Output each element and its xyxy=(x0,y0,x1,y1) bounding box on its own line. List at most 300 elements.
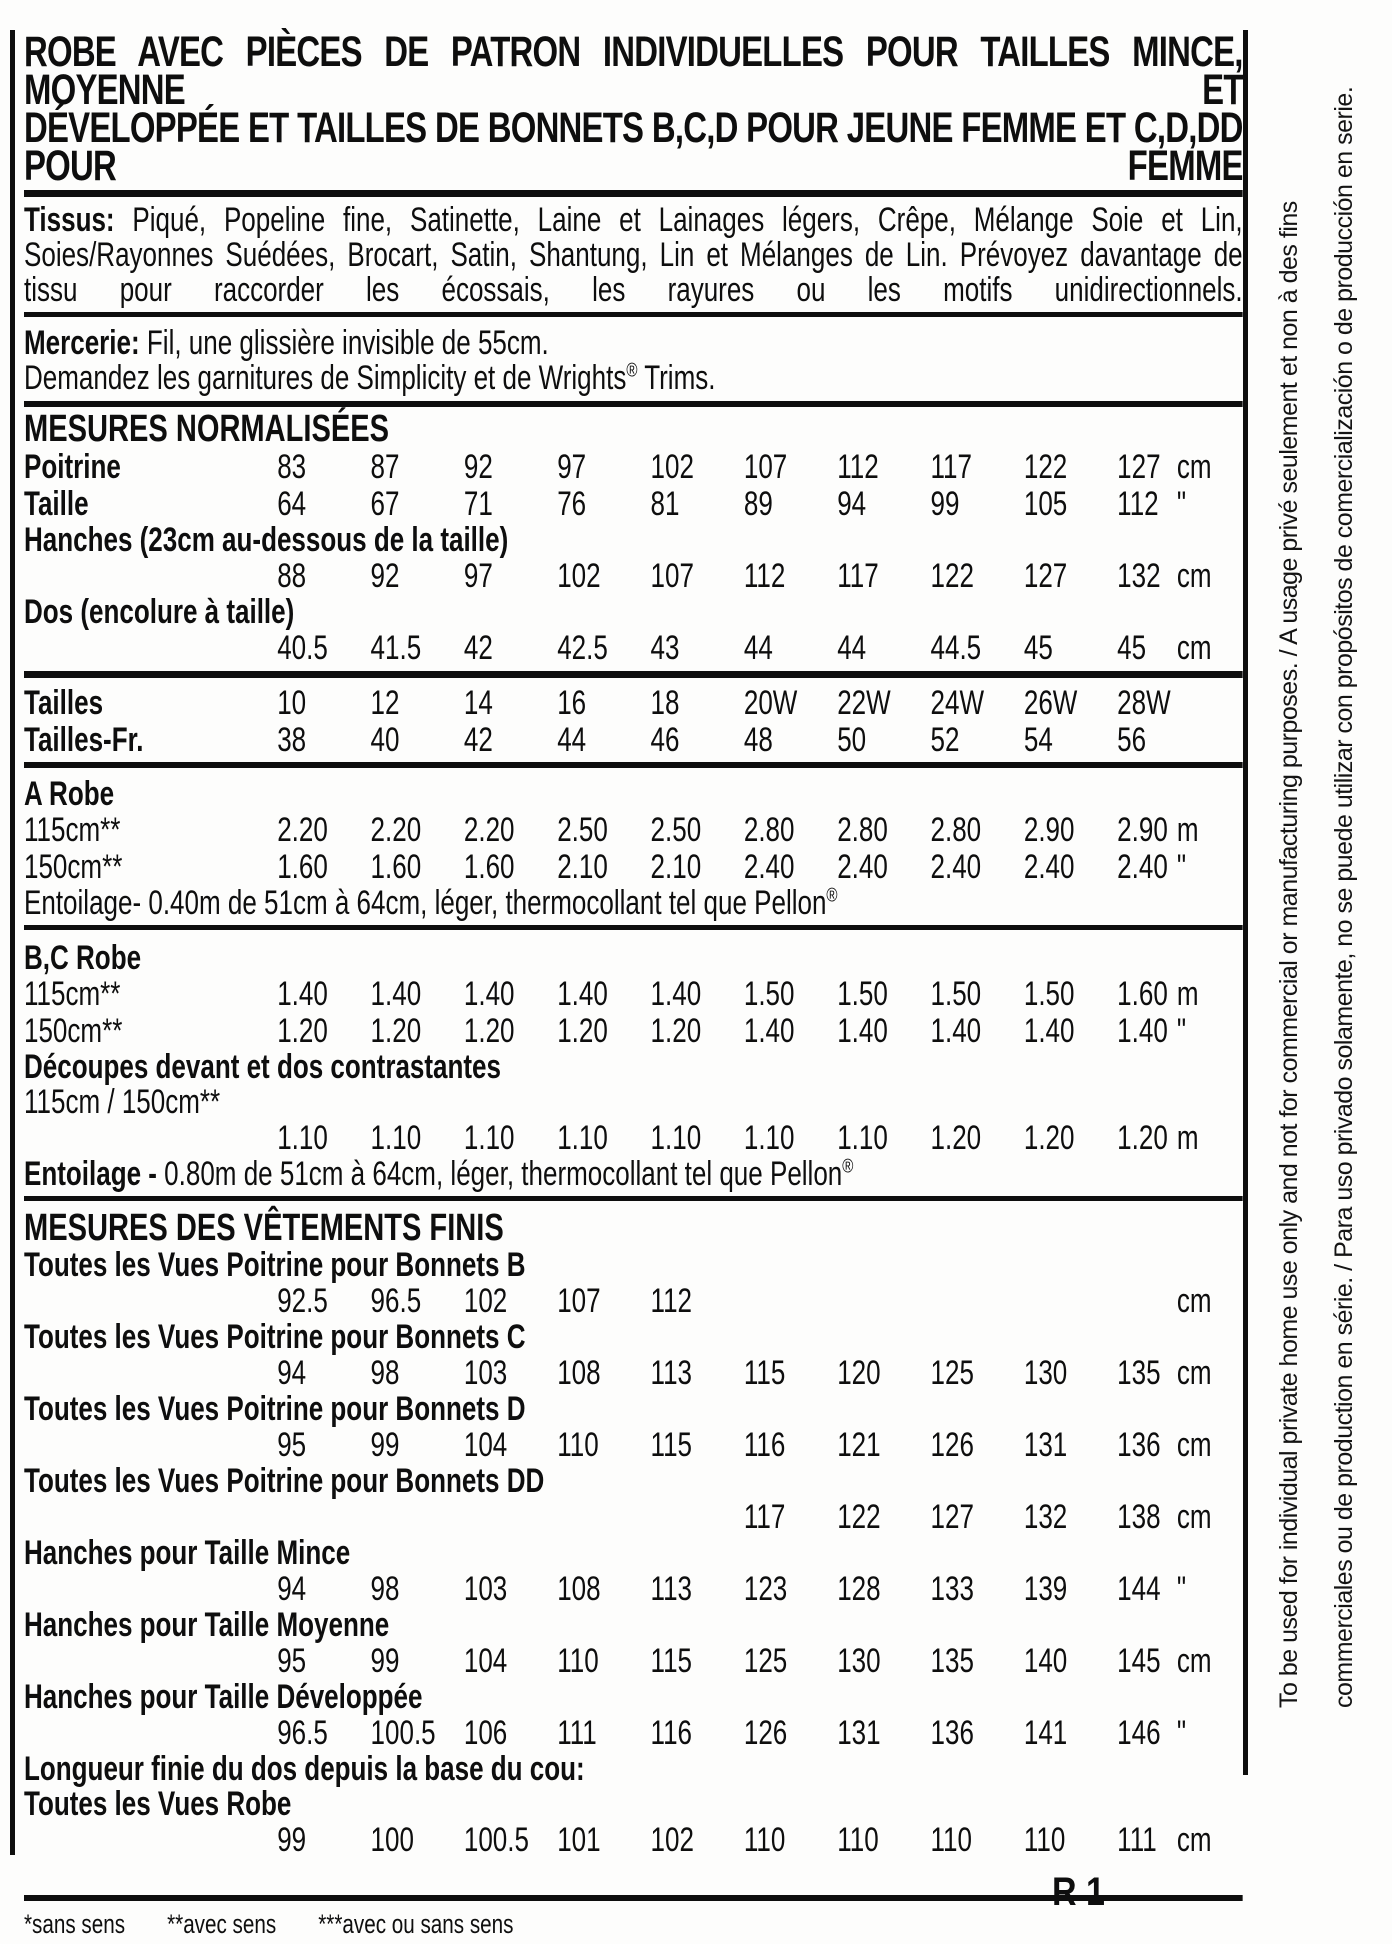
value-cell: 42.5 xyxy=(557,629,608,667)
value-cell: 123 xyxy=(743,1570,788,1608)
value-cell: 1.40 xyxy=(743,1012,795,1050)
row-bonnets-dd-values xyxy=(24,1499,1243,1536)
value-cell: 108 xyxy=(557,1354,601,1392)
value-cell: 94 xyxy=(277,1570,307,1608)
row-label-hips-full: Hanches pour Taille Développée xyxy=(24,1678,423,1716)
row-bonnets-d-values xyxy=(24,1427,1243,1464)
value-cell: 122 xyxy=(1023,448,1068,486)
value-cell: 1.10 xyxy=(650,1119,702,1157)
value-cell: 127 xyxy=(1117,448,1161,486)
row-label-dos: Dos (encolure à taille) xyxy=(24,593,295,631)
value-cell: 125 xyxy=(930,1354,974,1392)
value-cell: 132 xyxy=(1023,1498,1068,1536)
unit-cell: m xyxy=(1176,1119,1199,1157)
unit-cell: cm xyxy=(1176,448,1212,486)
value-cell: 24W xyxy=(930,684,985,722)
value-cell: 2.40 xyxy=(930,848,982,886)
notions-block xyxy=(24,326,1243,396)
divider xyxy=(24,401,1243,407)
value-cell: 126 xyxy=(930,1426,974,1464)
value-cell: 16 xyxy=(557,684,587,722)
value-cell: 1.40 xyxy=(930,1012,982,1050)
unit-cell: cm xyxy=(1176,1821,1212,1859)
value-cell: 102 xyxy=(650,1821,694,1859)
value-cell: 1.10 xyxy=(743,1119,795,1157)
unit-cell: m xyxy=(1176,975,1199,1013)
row-indent xyxy=(24,1120,277,1157)
unit-cell: " xyxy=(1176,1570,1187,1608)
value-cell: 2.40 xyxy=(837,848,888,886)
row-robe-bc-115 xyxy=(24,976,1243,1013)
left-page-border xyxy=(10,30,15,1855)
value-cell xyxy=(931,1283,1024,1320)
value-cell: 101 xyxy=(557,1821,601,1859)
value-cell: 111 xyxy=(557,1714,597,1752)
value-cell: 110 xyxy=(557,1642,599,1680)
row-hips-full-values xyxy=(24,1715,1243,1752)
row-indent xyxy=(24,1822,277,1859)
row-indent xyxy=(24,1571,277,1608)
value-cell xyxy=(557,1499,650,1536)
row-indent xyxy=(24,1283,277,1320)
value-cell: 131 xyxy=(1023,1426,1068,1464)
value-cell: 136 xyxy=(930,1714,974,1752)
value-cell: 102 xyxy=(557,557,601,595)
row-hips-slim-values xyxy=(24,1571,1243,1608)
value-cell: 103 xyxy=(463,1354,508,1392)
value-cell xyxy=(371,1499,464,1536)
side-note-line-1: To be used for individual private home use only and not for commercial or manufacturing purposes. / A usage privé seulement et non à des fins xyxy=(1275,201,1303,1708)
row-poitrine xyxy=(24,449,1243,486)
value-cell: 146 xyxy=(1117,1714,1161,1752)
row-label-bonnets-d: Toutes les Vues Poitrine pour Bonnets D xyxy=(24,1390,526,1428)
value-cell: 104 xyxy=(463,1426,508,1464)
value-cell xyxy=(464,1499,557,1536)
value-cell: 81 xyxy=(650,485,680,523)
value-cell: 126 xyxy=(743,1714,788,1752)
value-cell: 117 xyxy=(930,448,973,486)
value-cell: 26W xyxy=(1023,684,1078,722)
unit-cell: " xyxy=(1176,1714,1187,1752)
value-cell: 1.10 xyxy=(277,1119,328,1157)
value-cell: 1.60 xyxy=(463,848,515,886)
value-cell: 38 xyxy=(277,721,307,759)
value-cell: 122 xyxy=(837,1498,881,1536)
value-cell: 131 xyxy=(837,1714,881,1752)
side-note-line-2: commerciales ou de production en série. / Para uso privado solamente, no se puede utilizar con propósitos de comercialización o de producción en serie. xyxy=(1330,86,1358,1708)
row-taille xyxy=(24,486,1243,523)
value-cell: 1.40 xyxy=(370,975,422,1013)
value-cell: 45 xyxy=(1023,629,1053,667)
value-cell: 88 xyxy=(277,557,307,595)
row-hips-average-values xyxy=(24,1643,1243,1680)
row-indent xyxy=(24,1427,277,1464)
unit-cell: m xyxy=(1176,811,1199,849)
value-cell: 12 xyxy=(370,684,400,722)
value-cell: 122 xyxy=(930,557,974,595)
value-cell: 1.40 xyxy=(1023,1012,1075,1050)
unit-cell: cm xyxy=(1176,1282,1212,1320)
value-cell: 99 xyxy=(370,1426,400,1464)
value-cell: 2.10 xyxy=(557,848,608,886)
unit-cell: cm xyxy=(1176,1354,1212,1392)
value-cell: 40.5 xyxy=(277,629,328,667)
row-indent xyxy=(24,558,277,595)
value-cell: 97 xyxy=(463,557,493,595)
row-sizes-fr xyxy=(24,722,1243,759)
page-reference: R 1 xyxy=(1052,1870,1105,1914)
value-cell: 83 xyxy=(277,448,307,486)
notions-text: Fil, une glissière invisible de 55cm. xyxy=(139,324,549,362)
notions-line-1 xyxy=(24,326,1243,361)
row-label-hanches: Hanches (23cm au-dessous de la taille) xyxy=(24,521,509,559)
unit-cell: cm xyxy=(1176,1642,1212,1680)
value-cell: 112 xyxy=(743,557,786,595)
value-cell: 135 xyxy=(1117,1354,1161,1392)
fabrics-paragraph xyxy=(24,203,1243,308)
value-cell: 1.40 xyxy=(1117,1012,1168,1050)
value-cell: 52 xyxy=(930,721,960,759)
unit-cell: cm xyxy=(1176,1426,1212,1464)
value-cell: 2.10 xyxy=(650,848,702,886)
row-label: 115cm** xyxy=(24,811,121,849)
value-cell: 113 xyxy=(650,1354,693,1392)
row-label: 150cm** xyxy=(24,1012,123,1050)
value-cell: 2.40 xyxy=(1117,848,1168,886)
value-cell: 110 xyxy=(930,1821,973,1859)
value-cell: 2.20 xyxy=(277,811,328,849)
row-label: Poitrine xyxy=(24,448,121,486)
row-bonnets-b-values xyxy=(24,1283,1243,1320)
value-cell: 1.40 xyxy=(277,975,328,1013)
value-cell: 18 xyxy=(650,684,680,722)
row-label: Taille xyxy=(24,485,89,523)
value-cell: 1.50 xyxy=(743,975,795,1013)
value-cell: 22W xyxy=(837,684,891,722)
row-robe-a-115 xyxy=(24,812,1243,849)
fabrics-text: Piqué, Popeline fine, Satinette, Laine et Lainages légers, Crêpe, Mélange Soie et Lin, Soies/Rayonnes Suédées, Brocart, Satin, Shantung, Lin et Mélanges de Lin. Prévoyez davantage de tissu pour raccorder les écossais, les rayures ou les motifs unidirectionnels. xyxy=(24,201,1243,309)
section-header-robe-bc: B,C Robe xyxy=(24,939,142,977)
value-cell: 1.10 xyxy=(370,1119,422,1157)
value-cell: 2.80 xyxy=(743,811,795,849)
value-cell: 132 xyxy=(1117,557,1161,595)
value-cell: 1.10 xyxy=(463,1119,515,1157)
interfacing-text: 0.80m de 51cm à 64cm, léger, thermocollant tel que Pellon xyxy=(156,1155,843,1193)
row-label: Tailles xyxy=(24,684,104,722)
value-cell: 20W xyxy=(743,684,798,722)
value-cell: 2.80 xyxy=(930,811,982,849)
value-cell: 105 xyxy=(1023,485,1068,523)
title-line-2: DÉVELOPPÉE ET TAILLES DE BONNETS B,C,D POUR JEUNE FEMME ET C,D,DD POUR FEMME xyxy=(24,104,1243,190)
row-label-bonnets-b: Toutes les Vues Poitrine pour Bonnets B xyxy=(24,1246,526,1284)
fabrics-label: Tissus: xyxy=(24,201,115,239)
value-cell: 111 xyxy=(1117,1821,1157,1859)
value-cell: 99 xyxy=(370,1642,400,1680)
value-cell: 43 xyxy=(650,629,680,667)
value-cell: 102 xyxy=(463,1282,508,1320)
value-cell: 1.20 xyxy=(463,1012,515,1050)
value-cell: 115 xyxy=(743,1354,786,1392)
value-cell: 46 xyxy=(650,721,680,759)
divider xyxy=(24,671,1243,678)
value-cell: 56 xyxy=(1117,721,1147,759)
interfacing-label: Entoilage - xyxy=(24,1155,157,1193)
value-cell: 96.5 xyxy=(370,1282,422,1320)
right-page-border xyxy=(1243,30,1248,1775)
divider xyxy=(24,925,1243,930)
value-cell: 95 xyxy=(277,1642,307,1680)
value-cell: 2.50 xyxy=(557,811,608,849)
value-cell xyxy=(1117,1283,1177,1320)
value-cell: 140 xyxy=(1023,1642,1068,1680)
notions-label: Mercerie: xyxy=(24,324,140,362)
title-line-1: ROBE AVEC PIÈCES DE PATRON INDIVIDUELLES POUR TAILLES MINCE, MOYENNE ET xyxy=(24,28,1243,114)
value-cell: 45 xyxy=(1117,629,1147,667)
value-cell: 127 xyxy=(930,1498,974,1536)
value-cell: 130 xyxy=(1023,1354,1068,1392)
value-cell: 14 xyxy=(463,684,493,722)
value-cell: 1.60 xyxy=(277,848,328,886)
value-cell: 144 xyxy=(1117,1570,1161,1608)
value-cell xyxy=(1024,1283,1117,1320)
row-label-contrast-widths: 115cm / 150cm** xyxy=(24,1083,221,1121)
row-label-contrast: Découpes devant et dos contrastantes xyxy=(24,1048,501,1086)
value-cell: 117 xyxy=(743,1498,786,1536)
value-cell: 67 xyxy=(370,485,400,523)
row-robe-bc-150 xyxy=(24,1013,1243,1050)
value-cell: 10 xyxy=(277,684,307,722)
divider xyxy=(24,762,1243,768)
value-cell: 1.20 xyxy=(370,1012,422,1050)
row-indent xyxy=(24,1643,277,1680)
unit-cell: cm xyxy=(1176,1498,1212,1536)
unit-cell: " xyxy=(1176,1012,1187,1050)
value-cell: 100 xyxy=(370,1821,414,1859)
robe-bc-interfacing-note xyxy=(24,1157,1243,1192)
main-content xyxy=(24,28,1243,1939)
robe-a-interfacing-note xyxy=(24,886,1243,921)
value-cell: 1.20 xyxy=(277,1012,328,1050)
section-header-standard-measurements: MESURES NORMALISÉES xyxy=(24,408,390,450)
value-cell: 1.20 xyxy=(557,1012,608,1050)
row-indent xyxy=(24,1715,277,1752)
value-cell: 64 xyxy=(277,485,307,523)
row-label-bonnets-dd: Toutes les Vues Poitrine pour Bonnets DD xyxy=(24,1462,545,1500)
value-cell: 110 xyxy=(557,1426,599,1464)
value-cell: 40 xyxy=(370,721,400,759)
value-cell: 145 xyxy=(1117,1642,1161,1680)
value-cell: 28W xyxy=(1117,684,1171,722)
value-cell: 130 xyxy=(837,1642,881,1680)
value-cell: 98 xyxy=(370,1570,400,1608)
row-indent xyxy=(24,630,277,667)
value-cell: 108 xyxy=(557,1570,601,1608)
value-cell: 48 xyxy=(743,721,773,759)
value-cell: 42 xyxy=(463,721,493,759)
registered-mark: ® xyxy=(842,1155,854,1178)
row-label: 150cm** xyxy=(24,848,123,886)
value-cell: 107 xyxy=(557,1282,601,1320)
value-cell: 95 xyxy=(277,1426,307,1464)
value-cell: 117 xyxy=(837,557,879,595)
row-robe-a-150 xyxy=(24,849,1243,886)
registered-mark: ® xyxy=(626,359,638,382)
value-cell: 106 xyxy=(463,1714,508,1752)
footnote-without-nap: *sans sens xyxy=(24,1909,126,1939)
value-cell: 2.40 xyxy=(1023,848,1075,886)
value-cell: 1.50 xyxy=(837,975,888,1013)
footnote-with-or-without-nap: ***avec ou sans sens xyxy=(318,1909,514,1939)
value-cell: 92.5 xyxy=(277,1282,328,1320)
value-cell xyxy=(651,1499,744,1536)
value-cell: 1.40 xyxy=(463,975,515,1013)
value-cell: 2.20 xyxy=(463,811,515,849)
row-contrast-values xyxy=(24,1120,1243,1157)
value-cell: 104 xyxy=(463,1642,508,1680)
value-cell: 89 xyxy=(743,485,773,523)
value-cell: 115 xyxy=(650,1426,693,1464)
value-cell: 125 xyxy=(743,1642,788,1680)
footnote-with-nap: **avec sens xyxy=(167,1909,277,1939)
value-cell: 133 xyxy=(930,1570,974,1608)
value-cell: 98 xyxy=(370,1354,400,1392)
value-cell: 103 xyxy=(463,1570,508,1608)
value-cell: 94 xyxy=(837,485,867,523)
value-cell: 44 xyxy=(837,629,867,667)
value-cell: 2.80 xyxy=(837,811,888,849)
value-cell: 141 xyxy=(1023,1714,1068,1752)
value-cell: 100.5 xyxy=(370,1714,436,1752)
value-cell: 1.20 xyxy=(650,1012,702,1050)
value-cell: 1.20 xyxy=(1023,1119,1075,1157)
value-cell xyxy=(837,1283,930,1320)
value-cell: 112 xyxy=(650,1282,693,1320)
value-cell: 2.50 xyxy=(650,811,702,849)
section-header-robe-a: A Robe xyxy=(24,775,115,813)
value-cell: 1.40 xyxy=(557,975,608,1013)
value-cell: 92 xyxy=(463,448,493,486)
value-cell: 76 xyxy=(557,485,587,523)
notions-text: Demandez les garnitures de Simplicity et de Wrights xyxy=(24,359,627,397)
value-cell: 2.20 xyxy=(370,811,422,849)
value-cell: 112 xyxy=(1117,485,1159,523)
row-sizes xyxy=(24,685,1243,722)
value-cell: 2.40 xyxy=(743,848,795,886)
divider xyxy=(24,1196,1243,1201)
row-indent xyxy=(24,1499,277,1536)
value-cell: 44.5 xyxy=(930,629,982,667)
value-cell: 107 xyxy=(743,448,788,486)
value-cell: 116 xyxy=(650,1714,693,1752)
value-cell: 97 xyxy=(557,448,587,486)
notions-text: Trims. xyxy=(637,359,716,397)
value-cell: 1.60 xyxy=(1117,975,1168,1013)
value-cell: 127 xyxy=(1023,557,1068,595)
registered-mark: ® xyxy=(826,884,838,907)
value-cell: 120 xyxy=(837,1354,881,1392)
copyright-side-note xyxy=(1262,8,1372,1708)
value-cell: 138 xyxy=(1117,1498,1161,1536)
value-cell: 110 xyxy=(1023,1821,1066,1859)
value-cell: 44 xyxy=(557,721,587,759)
unit-cell: cm xyxy=(1176,629,1212,667)
value-cell: 1.20 xyxy=(930,1119,982,1157)
value-cell: 44 xyxy=(743,629,773,667)
divider xyxy=(24,312,1243,317)
row-indent xyxy=(24,1355,277,1392)
value-cell: 2.90 xyxy=(1117,811,1168,849)
value-cell: 107 xyxy=(650,557,694,595)
row-label-all-views-dress: Toutes les Vues Robe xyxy=(24,1785,292,1823)
unit-cell: " xyxy=(1176,848,1187,886)
value-cell: 100.5 xyxy=(463,1821,529,1859)
section-header-finished-measurements: MESURES DES VÊTEMENTS FINIS xyxy=(24,1207,504,1249)
value-cell: 1.50 xyxy=(930,975,982,1013)
value-cell: 121 xyxy=(837,1426,881,1464)
value-cell: 110 xyxy=(743,1821,786,1859)
divider xyxy=(24,190,1243,197)
value-cell: 71 xyxy=(463,485,493,523)
value-cell: 92 xyxy=(370,557,400,595)
value-cell: 99 xyxy=(930,485,960,523)
row-label: Tailles-Fr. xyxy=(24,721,144,759)
row-dress-length-values xyxy=(24,1822,1243,1859)
unit-cell: cm xyxy=(1176,557,1212,595)
value-cell: 139 xyxy=(1023,1570,1068,1608)
row-label-bonnets-c: Toutes les Vues Poitrine pour Bonnets C xyxy=(24,1318,526,1356)
value-cell xyxy=(744,1283,837,1320)
row-label: 115cm** xyxy=(24,975,121,1013)
value-cell: 1.40 xyxy=(650,975,702,1013)
value-cell: 1.60 xyxy=(370,848,422,886)
interfacing-text: Entoilage- 0.40m de 51cm à 64cm, léger, thermocollant tel que Pellon xyxy=(24,884,827,922)
value-cell: 1.50 xyxy=(1023,975,1075,1013)
row-label-back-length: Longueur finie du dos depuis la base du cou: xyxy=(24,1750,585,1788)
value-cell: 1.10 xyxy=(557,1119,608,1157)
value-cell: 94 xyxy=(277,1354,307,1392)
value-cell: 87 xyxy=(370,448,400,486)
value-cell: 112 xyxy=(837,448,879,486)
value-cell: 1.40 xyxy=(837,1012,888,1050)
value-cell: 99 xyxy=(277,1821,307,1859)
value-cell: 50 xyxy=(837,721,867,759)
value-cell: 115 xyxy=(650,1642,693,1680)
row-bonnets-c-values xyxy=(24,1355,1243,1392)
value-cell: 54 xyxy=(1023,721,1053,759)
value-cell: 102 xyxy=(650,448,694,486)
row-dos-values xyxy=(24,630,1243,667)
value-cell: 110 xyxy=(837,1821,879,1859)
value-cell: 2.90 xyxy=(1023,811,1075,849)
value-cell: 135 xyxy=(930,1642,974,1680)
value-cell: 42 xyxy=(463,629,493,667)
value-cell: 116 xyxy=(743,1426,786,1464)
value-cell: 128 xyxy=(837,1570,881,1608)
value-cell: 1.10 xyxy=(837,1119,888,1157)
row-label-hips-average: Hanches pour Taille Moyenne xyxy=(24,1606,390,1644)
value-cell: 113 xyxy=(650,1570,693,1608)
value-cell: 41.5 xyxy=(370,629,422,667)
row-label-hips-slim: Hanches pour Taille Mince xyxy=(24,1534,351,1572)
value-cell xyxy=(277,1499,370,1536)
value-cell: 96.5 xyxy=(277,1714,328,1752)
value-cell: 136 xyxy=(1117,1426,1161,1464)
unit-cell: " xyxy=(1176,485,1187,523)
notions-line-2 xyxy=(24,361,1243,396)
row-hanches-values xyxy=(24,558,1243,595)
value-cell: 1.20 xyxy=(1117,1119,1168,1157)
page-title xyxy=(24,28,1243,190)
